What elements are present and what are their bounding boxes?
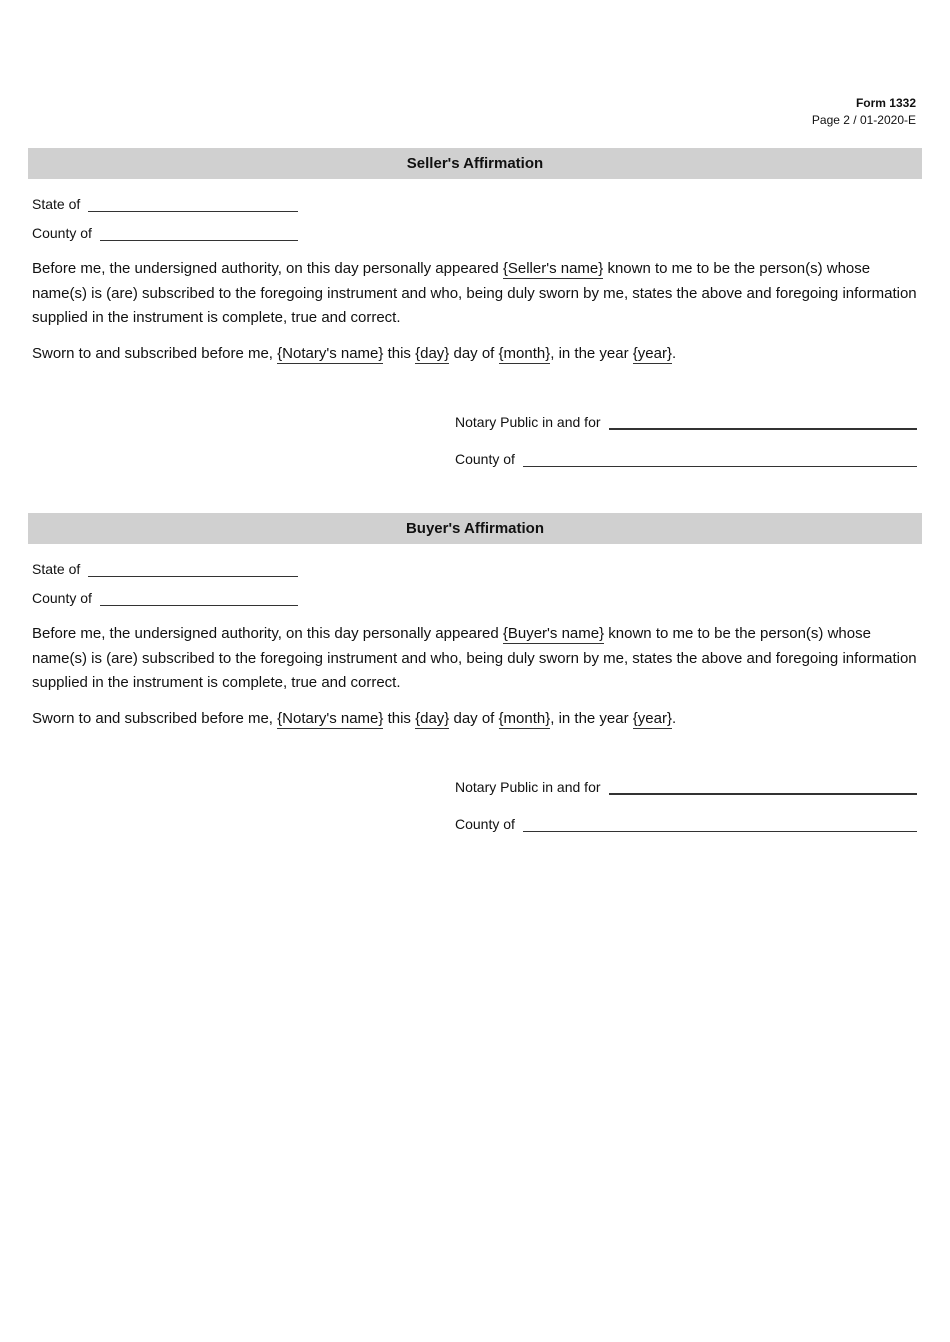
notary-public-input[interactable] [609, 777, 917, 795]
state-field-row [32, 195, 298, 212]
county-label: County of [32, 225, 92, 241]
seller-affirmation-section [0, 148, 950, 508]
sworn-text: this [383, 710, 416, 727]
paragraph-text: Before me, the undersigned authority, on this day personally appeared [32, 625, 503, 642]
county-label: County of [32, 590, 92, 606]
notary-public-row [455, 777, 917, 795]
notary-county-input[interactable] [523, 815, 917, 832]
sworn-text: day of [449, 710, 499, 727]
sworn-text: . [671, 710, 677, 727]
notary-county-input[interactable] [523, 450, 917, 467]
form-header [812, 95, 916, 129]
sworn-text: this [383, 345, 416, 362]
notary-public-row [455, 412, 917, 430]
seller-name-field[interactable]: {Seller's name} [502, 260, 604, 277]
buyer-affirmation-section [0, 513, 950, 873]
sworn-text: , in the year [550, 710, 633, 727]
section-title: Buyer's Affirmation [28, 513, 922, 544]
month-field[interactable]: {month} [498, 345, 551, 362]
year-field[interactable]: {year} [632, 345, 672, 362]
notary-public-label: Notary Public in and for [455, 779, 601, 795]
sworn-text: Sworn to and subscribed before me, [32, 710, 278, 727]
notary-county-row [455, 450, 917, 467]
state-label: State of [32, 561, 81, 577]
section-title: Seller's Affirmation [28, 148, 922, 179]
paragraph-text: known to me to be the person(s) whose name(s) is (are) subscribed to the foregoing instrument and who, being duly sworn by me, states the above and foregoing information supplied in the instrument is complete, true and correct. [32, 625, 917, 691]
paragraph-text: Before me, the undersigned authority, on this day personally appeared [32, 260, 503, 277]
county-input[interactable] [100, 224, 298, 241]
day-field[interactable]: {day} [415, 710, 450, 727]
day-field[interactable]: {day} [415, 345, 450, 362]
year-field[interactable]: {year} [632, 710, 672, 727]
affirmation-paragraph [32, 257, 917, 331]
notary-name-field[interactable]: {Notary's name} [277, 345, 384, 362]
sworn-text: day of [449, 345, 499, 362]
notary-county-label: County of [455, 816, 515, 832]
paragraph-text: known to me to be the person(s) whose name(s) is (are) subscribed to the foregoing instrument and who, being duly sworn by me, states the above and foregoing information supplied in the instrument is complete, true and correct. [32, 260, 917, 326]
notary-county-row [455, 815, 917, 832]
buyer-name-field[interactable]: {Buyer's name} [502, 625, 605, 642]
notary-name-field[interactable]: {Notary's name} [277, 710, 384, 727]
form-number: Form 1332 [855, 96, 916, 110]
county-input[interactable] [100, 589, 298, 606]
state-input[interactable] [88, 560, 298, 577]
county-field-row [32, 589, 298, 606]
state-field-row [32, 560, 298, 577]
state-label: State of [32, 196, 81, 212]
sworn-text: . [671, 345, 677, 362]
page-info: Page 2 / 01-2020-E [811, 113, 916, 127]
county-field-row [32, 224, 298, 241]
sworn-text: Sworn to and subscribed before me, [32, 345, 278, 362]
sworn-text: , in the year [550, 345, 633, 362]
state-input[interactable] [88, 195, 298, 212]
notary-county-label: County of [455, 451, 515, 467]
month-field[interactable]: {month} [498, 710, 551, 727]
notary-public-input[interactable] [609, 412, 917, 430]
sworn-statement [32, 707, 917, 732]
affirmation-paragraph [32, 622, 917, 696]
sworn-statement [32, 342, 917, 367]
notary-public-label: Notary Public in and for [455, 414, 601, 430]
